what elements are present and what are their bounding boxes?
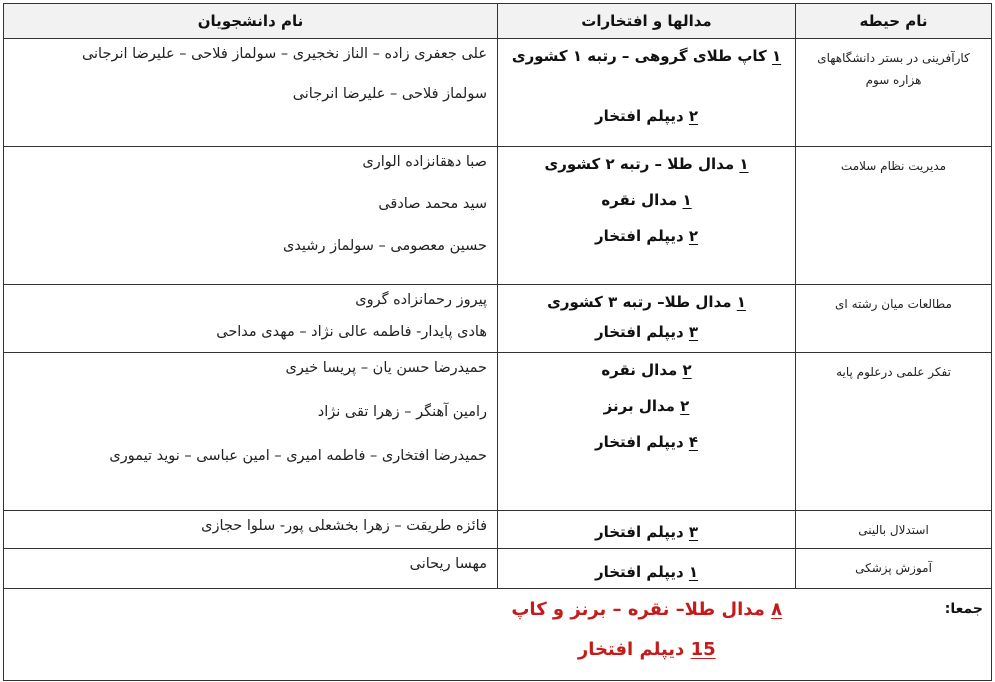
name-line: رامین آهنگر – زهرا تقی نژاد [317,404,487,420]
header-row [4,4,992,39]
medals-cell [498,147,796,285]
table-row [4,147,992,285]
name-line: حمیدرضا افتخاری – فاطمه امیری – امین عباسی – نوید تیموری [109,448,487,464]
medals-cell [498,353,796,511]
medal-line [498,521,795,543]
medal-text: دیپلم افتخار [594,227,684,245]
name-line: سولماز فلاحی – علیرضا انرجانی [292,86,487,102]
header-students: نام دانشجویان [4,4,498,39]
medal-count: ۱ [736,293,746,311]
total-count: 15 [690,639,716,660]
names-cell [4,353,498,511]
medals-cell [498,39,796,147]
field-cell: مطالعات میان رشته ای [796,285,992,353]
name-line: حسین معصومی – سولماز رشیدی [282,238,487,254]
medal-line [498,153,795,175]
totals-row [4,589,992,681]
names-cell [4,147,498,285]
medals-cell [498,549,796,589]
header-medals: مدالها و افتخارات [498,4,796,39]
medal-count: ۱ [682,191,692,209]
medal-line [498,105,795,127]
name-line: سید محمد صادقی [378,196,487,212]
names-cell [4,285,498,353]
total-line [498,595,796,625]
name-line: حمیدرضا حسن یان – پریسا خیری [285,360,487,376]
medal-line [498,291,795,313]
medal-text: دیپلم افتخار [594,107,684,125]
medal-count: ۱ [739,155,749,173]
medals-cell [498,511,796,549]
medal-text: دیپلم افتخار [594,523,684,541]
total-text: دیپلم افتخار [577,639,685,660]
medal-text: مدال طلا – رتبه ۲ کشوری [544,155,735,173]
medal-text: دیپلم افتخار [594,433,684,451]
medal-text: مدال نقره [601,191,678,209]
names-cell [4,39,498,147]
name-line: پیروز رحمانزاده گروی [355,292,487,308]
name-line: فائزه طریقت – زهرا بخشعلی پور- سلوا حجازی [201,518,487,534]
medal-text: مدال نقره [601,361,678,379]
total-line [498,635,796,665]
names-cell [4,511,498,549]
field-cell: تفکر علمی درعلوم پایه [796,353,992,511]
header-field: نام حیطه [796,4,992,39]
medal-count: ۲ [682,361,692,379]
medal-text: مدال طلا– رتبه ۳ کشوری [547,293,732,311]
medal-count: ۱ [688,563,699,581]
medal-line [498,395,795,417]
name-line: علی جعفری زاده – الناز نخجیری – سولماز فلاحی – علیرضا انرجانی [81,46,487,62]
medal-line [498,561,795,583]
table-row [4,39,992,147]
medal-text: دیپلم افتخار [594,563,684,581]
total-summary [4,589,796,681]
total-text: مدال طلا– نقره – برنز و کاپ [511,599,765,620]
medal-line [498,431,795,453]
table-row [4,511,992,549]
names-cell [4,549,498,589]
total-count: ۸ [771,599,783,620]
medal-line [498,225,795,247]
field-cell: کارآفرینی در بستر دانشگاههای هزاره سوم [796,39,992,147]
field-cell: مدیریت نظام سلامت [796,147,992,285]
medal-count: ۳ [688,523,699,541]
table-row [4,353,992,511]
table-row [4,285,992,353]
medal-line [498,321,795,343]
table-row [4,549,992,589]
name-line: صبا دهقانزاده الواری [362,154,487,170]
medals-cell [498,285,796,353]
medal-count: ۲ [680,397,690,415]
medal-count: ۴ [688,433,699,451]
medal-count: ۲ [688,107,699,125]
total-label: جمعا: [796,589,992,681]
total-lines [4,595,796,665]
medal-line [498,189,795,211]
medal-text: دیپلم افتخار [594,323,684,341]
medal-line [498,359,795,381]
medal-count: ۱ [771,47,782,65]
field-cell: استدلال بالینی [796,511,992,549]
medal-line [498,45,795,67]
name-line: مهسا ریحانی [409,556,487,572]
medal-text: مدال برنز [603,397,675,415]
medal-count: ۲ [688,227,699,245]
results-table [3,3,992,681]
medal-count: ۳ [688,323,699,341]
name-line: هادی پایدار- فاطمه عالی نژاد – مهدی مداحی [216,324,487,340]
medal-text: کاپ طلای گروهی – رتبه ۱ کشوری [511,47,767,65]
field-cell: آموزش پزشکی [796,549,992,589]
